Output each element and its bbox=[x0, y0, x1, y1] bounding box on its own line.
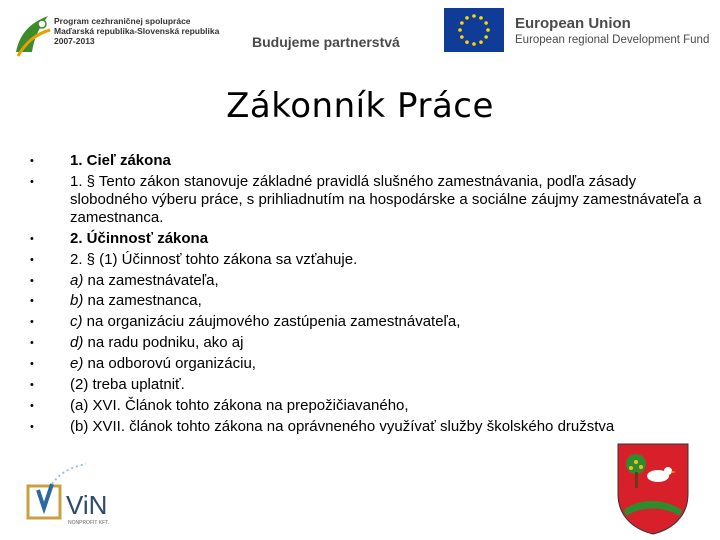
list-item bbox=[30, 355, 710, 373]
item-text: na zamestnávateľa, bbox=[83, 271, 219, 289]
vin-logo-icon bbox=[26, 460, 146, 532]
item-text: 2. § (1) Účinnosť tohto zákona sa vzťahuje. bbox=[70, 250, 358, 268]
bullet-icon: • bbox=[30, 253, 34, 266]
motto-text: Budujeme partnerstvá bbox=[252, 34, 400, 50]
bullet-icon: • bbox=[30, 232, 34, 245]
header-banner bbox=[0, 0, 720, 70]
program-line: Program cezhraničnej spolupráce bbox=[54, 16, 191, 26]
slide-title: Zákonník Práce bbox=[226, 86, 494, 126]
program-name bbox=[54, 16, 219, 46]
eu-star-icon bbox=[458, 28, 462, 32]
item-text: na radu podniku, ako aj bbox=[83, 334, 244, 352]
item-text: 2. Účinnosť zákona bbox=[70, 229, 209, 247]
item-text: 1. § Tento zákon stanovuje základné pravidlá slušného zamestnávania, podľa zásady slobodného výberu práce, s prihliadnutím na hospodárske a sociálne záujmy zamestnávateľa a zamestnanca. bbox=[70, 172, 702, 226]
item-text: na odborovú organizáciu, bbox=[83, 355, 256, 373]
program-logo-icon bbox=[12, 12, 52, 60]
item-letter: e) bbox=[70, 355, 84, 373]
bullet-icon: • bbox=[30, 420, 34, 433]
item-text: na organizáciu záujmového zastúpenia zamestnávateľa, bbox=[82, 313, 461, 331]
program-line: Maďarská republika-Slovenská republika bbox=[54, 26, 220, 36]
list-item bbox=[30, 418, 710, 436]
list-item bbox=[30, 292, 710, 310]
item-letter: d) bbox=[70, 334, 84, 352]
eu-star-icon bbox=[486, 28, 490, 32]
item-text: (a) XVI. Článok tohto zákona na prepožičiavaného, bbox=[70, 396, 409, 414]
bullet-icon: • bbox=[30, 337, 34, 350]
bullet-icon: • bbox=[30, 399, 34, 412]
vin-logo-text: ViN bbox=[66, 490, 108, 520]
bullet-icon: • bbox=[30, 155, 34, 167]
item-text: na zamestnanca, bbox=[83, 292, 202, 310]
bullet-icon: • bbox=[30, 358, 34, 371]
list-item bbox=[30, 334, 710, 352]
eu-star-icon bbox=[479, 16, 483, 20]
list-item bbox=[30, 272, 710, 290]
eu-flag-icon bbox=[444, 8, 504, 52]
bullet-icon: • bbox=[30, 379, 34, 392]
item-text: (b) XVII. článok tohto zákona na oprávneného využívať služby školského družstva bbox=[70, 417, 615, 435]
item-text: (2) treba uplatniť. bbox=[70, 376, 185, 394]
eu-star-icon bbox=[484, 21, 488, 25]
eu-title: European Union bbox=[515, 15, 631, 32]
program-line: 2007-2013 bbox=[54, 36, 95, 46]
list-item bbox=[30, 376, 710, 394]
list-item bbox=[30, 152, 710, 170]
eu-star-icon bbox=[465, 40, 469, 44]
item-letter: b) bbox=[70, 292, 84, 310]
list-item bbox=[30, 251, 710, 269]
list-item bbox=[30, 230, 710, 248]
eu-star-icon bbox=[460, 21, 464, 25]
bullet-icon: • bbox=[30, 175, 34, 188]
bullet-icon: • bbox=[30, 316, 34, 329]
bullet-icon: • bbox=[30, 274, 34, 287]
vin-logo-tagline: NONPROFIT KFT. bbox=[68, 520, 110, 526]
eu-star-icon bbox=[465, 16, 469, 20]
bullet-icon: • bbox=[30, 295, 34, 308]
eu-star-icon bbox=[472, 42, 476, 46]
bullet-list bbox=[30, 152, 710, 439]
list-item bbox=[30, 397, 710, 415]
eu-star-icon bbox=[484, 35, 488, 39]
item-letter: a) bbox=[70, 271, 84, 289]
coat-of-arms-icon bbox=[614, 440, 692, 536]
eu-subtitle: European regional Development Fund bbox=[515, 34, 710, 46]
eu-star-icon bbox=[479, 40, 483, 44]
list-item bbox=[30, 313, 710, 331]
eu-star-icon bbox=[472, 14, 476, 18]
list-item bbox=[30, 173, 710, 227]
item-text: 1. Cieľ zákona bbox=[70, 152, 171, 169]
eu-star-icon bbox=[460, 35, 464, 39]
item-letter: c) bbox=[70, 313, 83, 331]
